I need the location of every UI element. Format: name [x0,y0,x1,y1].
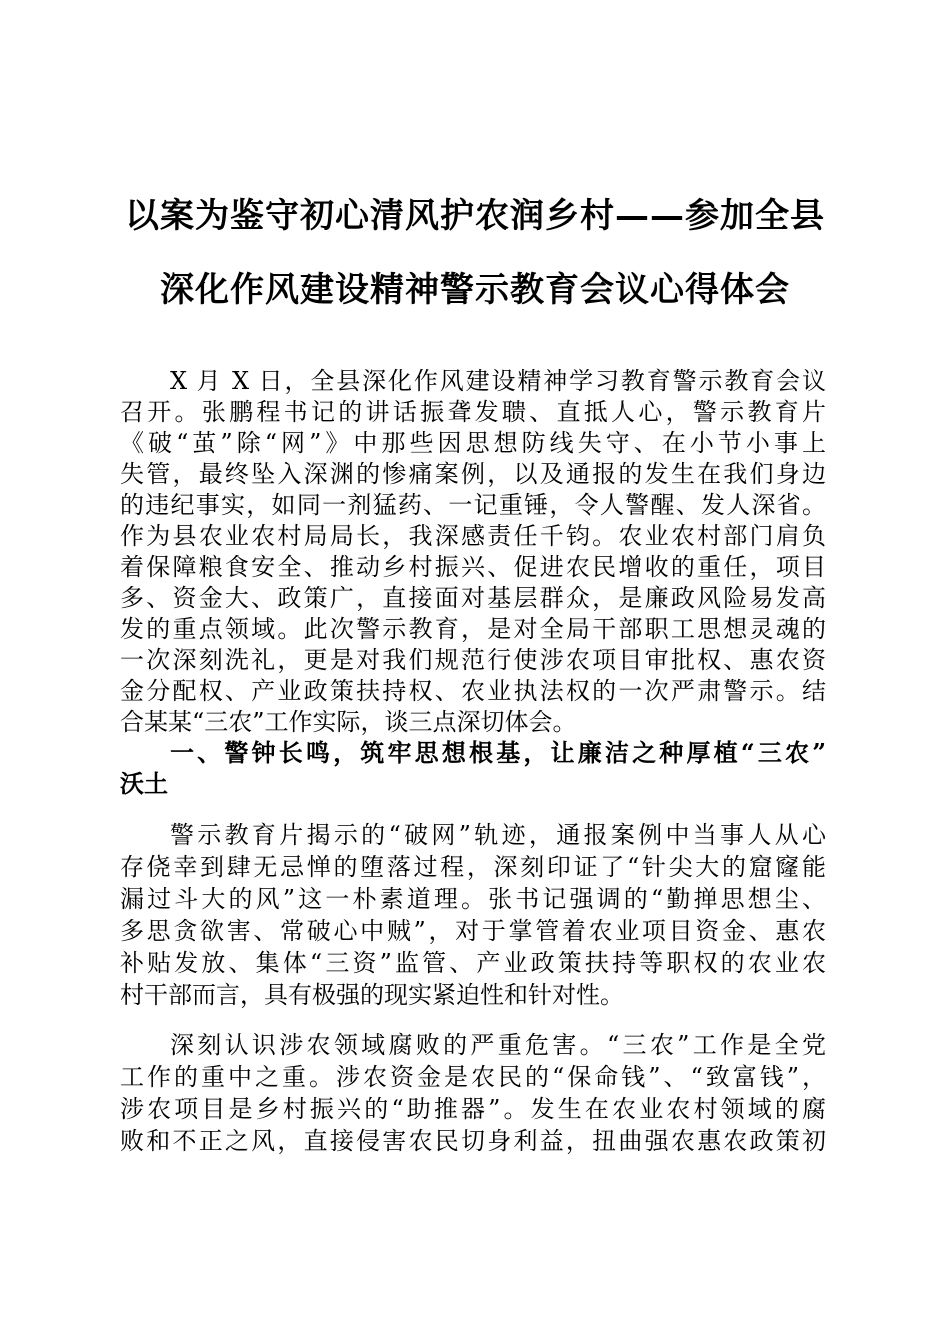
paragraph-1-line: 发的重点领域。此次警示教育，是对全局干部职工思想灵魂的 [120,615,826,643]
paragraph-3-line: 深刻认识涉农领域腐败的严重危害。“三农”工作是全党 [170,1031,826,1059]
paragraph-1-line: 金分配权、产业政策扶持权、农业执法权的一次严肃警示。结 [120,677,826,705]
paragraph-1-line: 《破“茧”除“网”》中那些因思想防线失守、在小节小事上 [120,429,826,457]
paragraph-2-line: 村干部而言，具有极强的现实紧迫性和针对性。 [120,981,624,1009]
paragraph-2-line: 补贴发放、集体“三资”监管、产业政策扶持等职权的农业农 [120,949,826,977]
paragraph-1-line: 多、资金大、政策广，直接面对基层群众，是廉政风险易发高 [120,584,826,612]
paragraph-1-line: 的违纪事实，如同一剂猛药、一记重锤，令人警醒、发人深省。 [120,491,826,519]
section-heading-1-continued: 沃土 [120,769,168,798]
paragraph-1-line: 一次深刻洗礼，更是对我们规范行使涉农项目审批权、惠农资 [120,646,826,674]
paragraph-1-line: X 月 X 日，全县深化作风建设精神学习教育警示教育会议 [170,367,826,395]
document-title-line-1: 以案为鉴守初心清风护农润乡村——参加全县 [125,196,825,236]
paragraph-1-line: 召开。张鹏程书记的讲话振聋发聩、直抵人心，警示教育片 [120,398,826,426]
paragraph-1-line: 失管，最终坠入深渊的惨痛案例，以及通报的发生在我们身边 [120,460,826,488]
paragraph-1-line: 作为县农业农村局局长，我深感责任千钧。农业农村部门肩负 [120,522,826,550]
document-title-line-2: 深化作风建设精神警示教育会议心得体会 [160,270,790,310]
paragraph-2-line: 多思贪欲害、常破心中贼”，对于掌管着农业项目资金、惠农 [120,917,826,945]
paragraph-1-line: 合某某“三农”工作实际，谈三点深切体会。 [120,708,577,736]
paragraph-2-line: 漏过斗大的风”这一朴素道理。张书记强调的“勤掸思想尘、 [120,885,826,913]
paragraph-3-line: 败和不正之风，直接侵害农民切身利益，扭曲强农惠农政策初 [120,1127,826,1155]
section-heading-1: 一、警钟长鸣，筑牢思想根基，让廉洁之种厚植“三农” [170,738,826,767]
paragraph-3-line: 涉农项目是乡村振兴的“助推器”。发生在农业农村领域的腐 [120,1095,826,1123]
paragraph-1-line: 着保障粮食安全、推动乡村振兴、促进农民增收的重任，项目 [120,553,826,581]
paragraph-3-line: 工作的重中之重。涉农资金是农民的“保命钱”、“致富钱”， [120,1063,826,1091]
paragraph-2-line: 存侥幸到肆无忌惮的堕落过程，深刻印证了“针尖大的窟窿能 [120,853,826,881]
paragraph-2-line: 警示教育片揭示的“破网”轨迹，通报案例中当事人从心 [170,821,826,849]
